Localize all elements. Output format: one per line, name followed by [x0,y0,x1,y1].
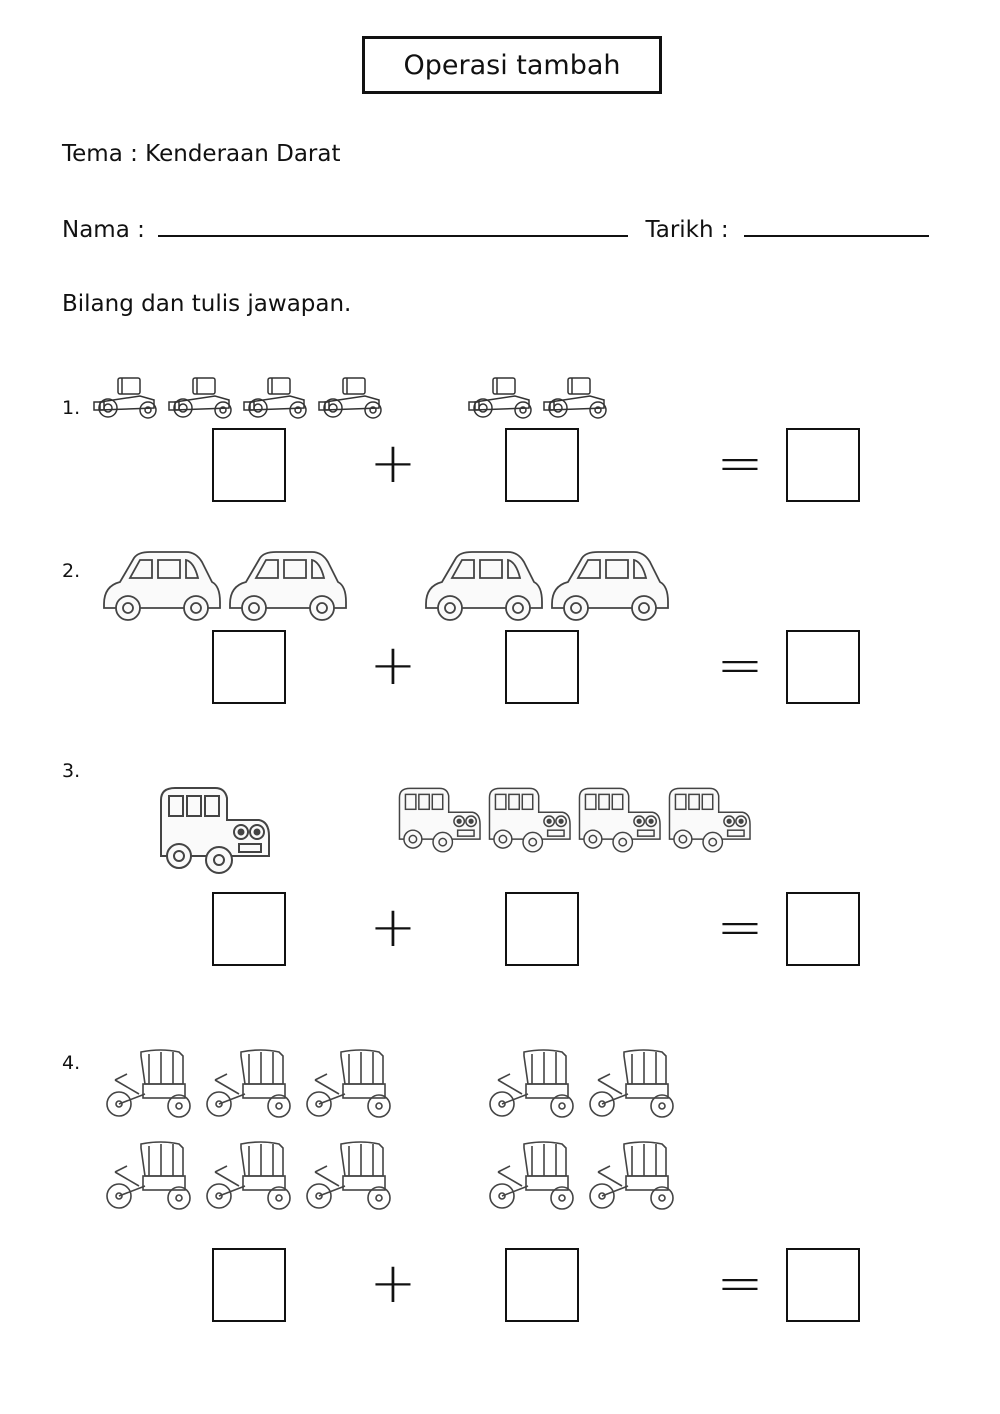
equals-sign: = [716,431,764,496]
trishaw-icon [488,1044,578,1124]
first-addend-box[interactable] [212,1248,286,1322]
first-addend-box[interactable] [212,428,286,502]
plus-sign: + [369,633,417,698]
second-addend-box[interactable] [505,630,579,704]
trishaw-icon [588,1136,678,1216]
name-field[interactable] [158,215,628,237]
second-addend-box[interactable] [505,428,579,502]
question-number: 2. [62,560,81,582]
theme-label: Tema : Kenderaan Darat [62,141,341,167]
question-number: 4. [62,1052,81,1074]
sum-box[interactable] [786,892,860,966]
tractor-icon [465,372,540,420]
trishaw-icon [205,1044,295,1124]
trishaw-icon [205,1136,295,1216]
plus-sign: + [369,1251,417,1316]
second-addend-box[interactable] [505,892,579,966]
equals-sign: = [716,1251,764,1316]
second-addend-box[interactable] [505,1248,579,1322]
car-icon [226,546,350,624]
tractor-icon [540,372,615,420]
truck-icon [485,782,573,856]
car-icon [100,546,224,624]
trishaw-icon [305,1044,395,1124]
question-number: 3. [62,760,81,782]
equals-sign: = [716,895,764,960]
first-addend-box[interactable] [212,630,286,704]
truck-icon [575,782,663,856]
name-row [62,215,929,243]
tractor-icon [240,372,315,420]
sum-box[interactable] [786,1248,860,1322]
worksheet-title: Operasi tambah [362,36,662,94]
plus-sign: + [369,895,417,960]
tractor-icon [165,372,240,420]
car-icon [422,546,546,624]
tractor-icon [315,372,390,420]
car-icon [548,546,672,624]
sum-box[interactable] [786,630,860,704]
first-addend-box[interactable] [212,892,286,966]
sum-box[interactable] [786,428,860,502]
date-field[interactable] [744,215,929,237]
truck-icon [665,782,753,856]
truck-icon [155,780,273,878]
trishaw-icon [105,1136,195,1216]
truck-icon [395,782,483,856]
name-label: Nama : [62,217,145,243]
tractor-icon [90,372,165,420]
instruction-text: Bilang dan tulis jawapan. [62,291,352,317]
question-number: 1. [62,397,81,419]
plus-sign: + [369,431,417,496]
trishaw-icon [105,1044,195,1124]
trishaw-icon [488,1136,578,1216]
trishaw-icon [588,1044,678,1124]
equals-sign: = [716,633,764,698]
date-label: Tarikh : [645,217,729,243]
trishaw-icon [305,1136,395,1216]
